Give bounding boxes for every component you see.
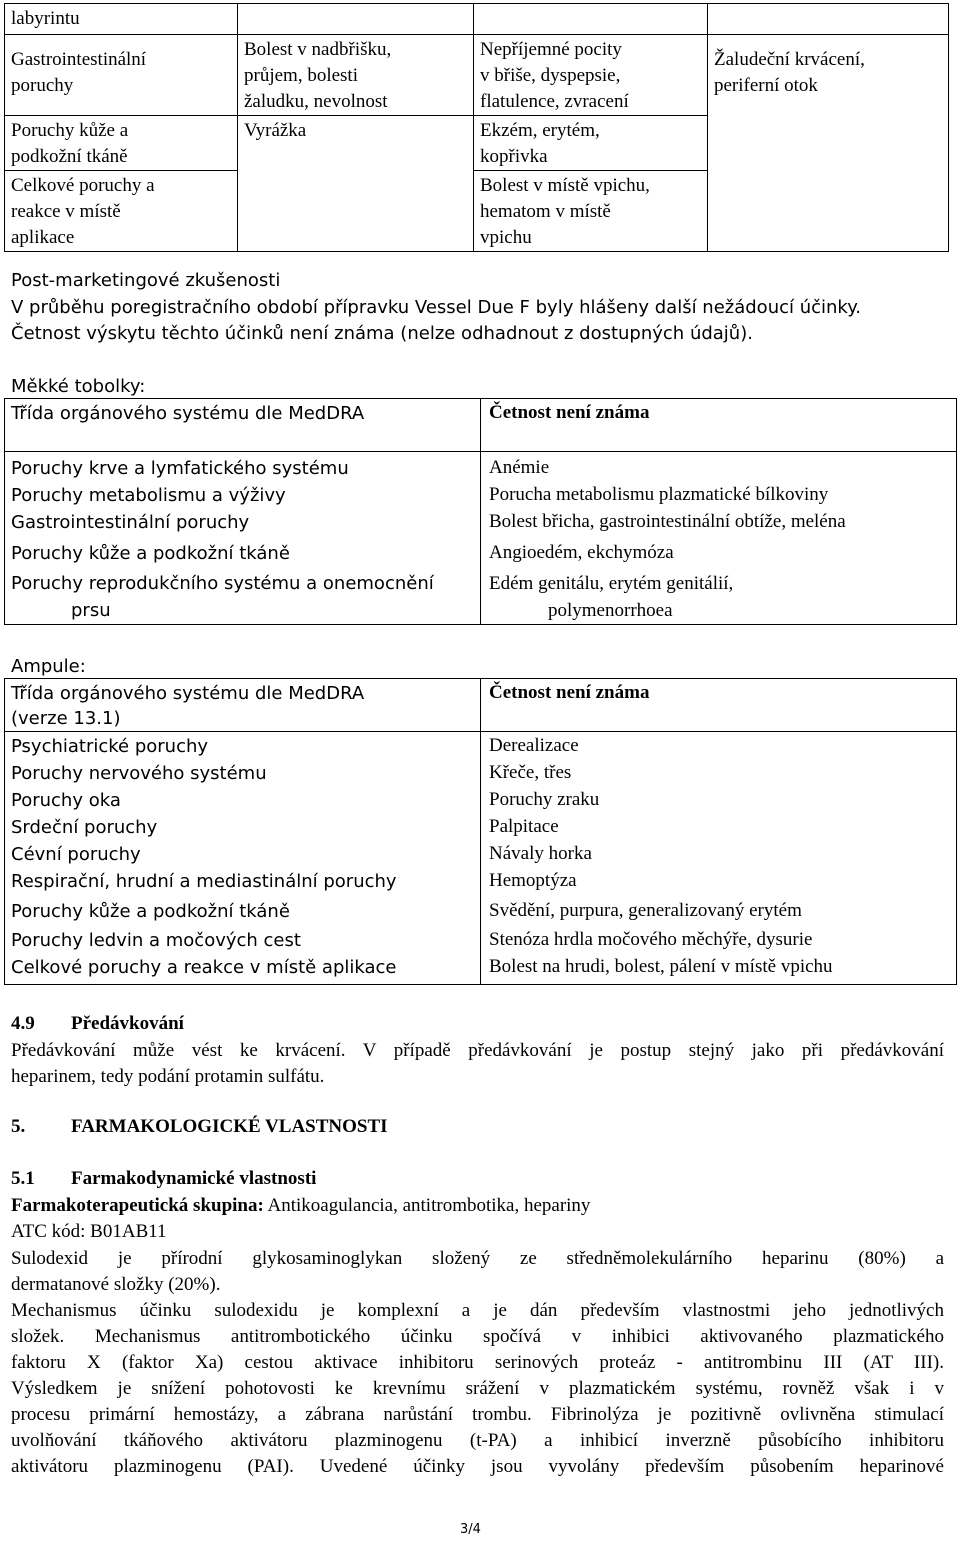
- section-title: Farmakodynamické vlastnosti: [71, 1168, 317, 1189]
- ampoules-header-version: (verze 13.1): [11, 708, 121, 729]
- table-cell: Poruchy kůže a podkožní tkáně: [5, 116, 238, 171]
- ampoules-header-organ-class: Třída orgánového systému dle MedDRA: [11, 683, 365, 704]
- soft-capsules-effect: Bolest břicha, gastrointestinální obtíže, meléna: [489, 511, 846, 532]
- ampoules-effect: Derealizace: [489, 735, 579, 756]
- section-title: FARMAKOLOGICKÉ VLASTNOSTI: [71, 1116, 388, 1137]
- ampoules-effect: Křeče, třes: [489, 762, 572, 783]
- body-text-line: procesu primární hemostázy, a zábrana narůstání trombu. Fibrinolýza je pozitivně ovlivněna stimulací: [11, 1404, 944, 1425]
- ampoules-organ-class: Celkové poruchy a reakce v místě aplikace: [11, 957, 397, 978]
- body-text-line: Mechanismus účinku sulodexidu je komplexní a je dán především vlastnostmi jeho jednotlivých: [11, 1300, 944, 1321]
- section-number: 5.1: [11, 1168, 35, 1189]
- row-divider: [5, 731, 956, 732]
- table-cell: Nepříjemné pocity v břiše, dyspepsie, flatulence, zvracení: [474, 35, 708, 116]
- ampoules-effect: Stenóza hrdla močového měchýře, dysurie: [489, 929, 813, 950]
- table-row: [5, 4, 949, 35]
- section-title: Předávkování: [71, 1013, 184, 1034]
- body-text-line: dermatanové složky (20%).: [11, 1274, 221, 1295]
- overdose-text-line: heparinem, tedy podání protamin sulfátu.: [11, 1066, 325, 1087]
- pharmacotherapeutic-group: [11, 1193, 590, 1219]
- body-text-line: Výsledkem je snížení pohotovosti ke krevnímu srážení v plazmatickém systému, rovněž však i v: [11, 1378, 944, 1399]
- soft-capsules-effect: Edém genitálu, erytém genitálií,: [489, 573, 734, 594]
- ampoules-organ-class: Respirační, hrudní a mediastinální poruchy: [11, 871, 397, 892]
- soft-capsules-header-organ-class: Třída orgánového systému dle MedDRA: [11, 403, 365, 424]
- ampoules-label: Ampule:: [11, 656, 86, 677]
- atc-code: ATC kód: B01AB11: [11, 1221, 167, 1242]
- table-row: [5, 35, 949, 116]
- ampoules-organ-class: Poruchy oka: [11, 790, 121, 811]
- soft-capsules-organ-class: Poruchy kůže a podkožní tkáně: [11, 543, 290, 564]
- soft-capsules-effect: Angioedém, ekchymóza: [489, 542, 674, 563]
- ampoules-effect: Poruchy zraku: [489, 789, 600, 810]
- ampoules-effect: Návaly horka: [489, 843, 592, 864]
- row-divider: [5, 451, 956, 452]
- ampoules-effect: Hemoptýza: [489, 870, 577, 891]
- column-divider: [480, 679, 481, 984]
- body-text-line: aktivátoru plazminogenu (PAI). Uvedené účinky jsou vyvolány především působením heparinové: [11, 1456, 944, 1477]
- table-cell: [474, 4, 708, 35]
- soft-capsules-organ-class: Poruchy metabolismu a výživy: [11, 485, 286, 506]
- section-number: 5.: [11, 1116, 26, 1137]
- table-cell: Bolest v nadbřišku, průjem, bolesti žaludku, nevolnost: [238, 35, 474, 116]
- ampoules-header-frequency: Četnost není známa: [489, 682, 650, 703]
- soft-capsules-organ-class: Poruchy reprodukčního systému a onemocnění: [11, 573, 434, 594]
- page-number: 3/4: [460, 1522, 481, 1537]
- pharmacotherapeutic-group-label: Farmakoterapeutická skupina:: [11, 1195, 264, 1216]
- overdose-text-line: Předávkování může vést ke krvácení. V případě předávkování je postup stejný jako při předávkování: [11, 1040, 944, 1061]
- post-marketing-heading: Post-marketingové zkušenosti: [11, 270, 281, 291]
- post-marketing-text-line: V průběhu poregistračního období přípravku Vessel Due F byly hlášeny další nežádoucí účinky.: [11, 297, 862, 318]
- table-cell: [238, 4, 474, 35]
- ampoules-organ-class: Cévní poruchy: [11, 844, 141, 865]
- ampoules-organ-class: Srdeční poruchy: [11, 817, 158, 838]
- soft-capsules-header-frequency: Četnost není známa: [489, 402, 650, 423]
- pharmacotherapeutic-group-value: Antikoagulancia, antitrombotika, hepariny: [263, 1195, 591, 1216]
- soft-capsules-organ-class: Poruchy krve a lymfatického systému: [11, 458, 349, 479]
- table-cell: Ekzém, erytém, kopřivka: [474, 116, 708, 171]
- body-text-line: složek. Mechanismus antitrombotického účinku spočívá v inhibici aktivovaného plazmatického: [11, 1326, 944, 1347]
- table-cell: [708, 4, 949, 35]
- soft-capsules-effect: Porucha metabolismu plazmatické bílkoviny: [489, 484, 829, 505]
- column-divider: [480, 399, 481, 624]
- body-text-line: Sulodexid je přírodní glykosaminoglykan složený ze středněmolekulárního heparinu (80%) a: [11, 1248, 944, 1269]
- table-cell: Celkové poruchy a reakce v místě aplikace: [5, 171, 238, 252]
- table-cell: labyrintu: [5, 4, 238, 35]
- ampoules-effect: Bolest na hrudi, bolest, pálení v místě vpichu: [489, 956, 833, 977]
- section-number: 4.9: [11, 1013, 35, 1034]
- body-text-line: uvolňování tkáňového aktivátoru plazminogenu (t-PA) a inhibicí inverzně působícího inhibitoru: [11, 1430, 944, 1451]
- soft-capsules-effect: Anémie: [489, 457, 550, 478]
- ampoules-effect: Palpitace: [489, 816, 559, 837]
- adverse-effects-frequency-table: [4, 3, 949, 252]
- ampoules-organ-class: Poruchy kůže a podkožní tkáně: [11, 901, 290, 922]
- table-cell: Gastrointestinální poruchy: [5, 35, 238, 116]
- soft-capsules-organ-class-continued: prsu: [71, 600, 111, 621]
- table-cell: Žaludeční krvácení, periferní otok: [708, 35, 949, 252]
- ampoules-organ-class: Poruchy ledvin a močových cest: [11, 930, 301, 951]
- post-marketing-text-line: Četnost výskytu těchto účinků není známa (nelze odhadnout z dostupných údajů).: [11, 323, 753, 344]
- table-cell: Vyrážka: [238, 116, 474, 252]
- table-cell: Bolest v místě vpichu, hematom v místě vpichu: [474, 171, 708, 252]
- soft-capsules-effect-continued: polymenorrhoea: [548, 600, 673, 621]
- ampoules-organ-class: Psychiatrické poruchy: [11, 736, 209, 757]
- body-text-line: faktoru X (faktor Xa) cestou aktivace inhibitoru serinových proteáz - antitrombinu III (AT III).: [11, 1352, 944, 1373]
- soft-capsules-label: Měkké tobolky:: [11, 376, 146, 397]
- soft-capsules-organ-class: Gastrointestinální poruchy: [11, 512, 250, 533]
- ampoules-effect: Svědění, purpura, generalizovaný erytém: [489, 900, 802, 921]
- ampoules-organ-class: Poruchy nervového systému: [11, 763, 267, 784]
